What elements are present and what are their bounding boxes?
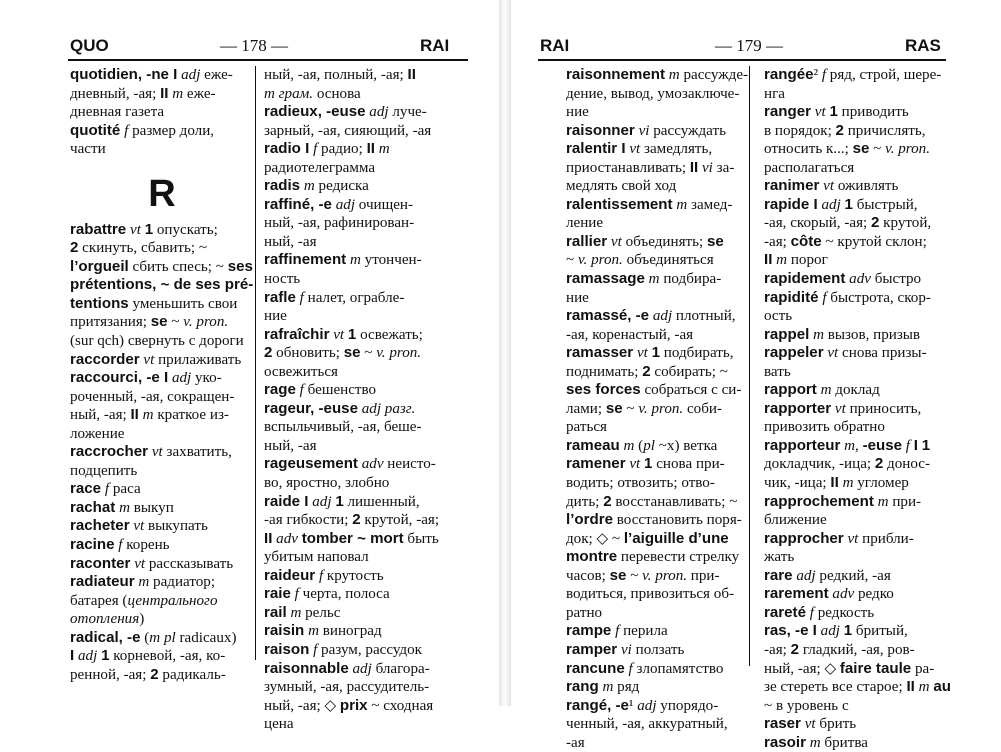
- entry-line: дневная газета: [70, 104, 165, 121]
- entry-line: убитым наповал: [264, 549, 369, 566]
- dictionary-entry: [566, 697, 748, 752]
- entry-line: водить; отвозить; отво-: [566, 475, 715, 492]
- entry-line: подцепить: [70, 462, 138, 479]
- entry-line: I adj 1 корневой, -ая, ко-: [70, 647, 226, 665]
- entry-line: rareté f редкость: [764, 603, 875, 621]
- dictionary-entry: [70, 66, 254, 122]
- dictionary-entry: [764, 270, 952, 289]
- entry-line: ление: [566, 215, 604, 232]
- entry-line: нга: [764, 85, 785, 102]
- dictionary-entry: [764, 622, 952, 715]
- entry-line: ~ v. pron. объединяться: [566, 252, 714, 269]
- entry-line: части: [70, 141, 106, 158]
- entry-line: ный, -ая; ◇ faire taule ра-: [764, 659, 935, 677]
- dictionary-entry: [264, 196, 469, 252]
- entry-line: race f раса: [70, 480, 141, 498]
- dictionary-entry: [264, 567, 469, 586]
- dictionary-entry: [764, 326, 952, 345]
- entry-line: rail m рельс: [264, 603, 341, 621]
- entry-line: II m порог: [764, 251, 828, 269]
- dictionary-entry: [264, 455, 469, 492]
- entry-line: ние: [264, 308, 287, 325]
- dictionary-entry: [264, 251, 469, 288]
- entry-line: ный, -ая; II m краткое из-: [70, 406, 229, 424]
- entry-line: чик, -ица; II m угломер: [764, 474, 909, 492]
- dictionary-entry: [566, 641, 748, 660]
- right-column-1: [566, 66, 748, 752]
- entries-col2: [264, 66, 469, 734]
- dictionary-entry: [764, 567, 952, 586]
- entry-line: ramper vi ползать: [566, 640, 685, 658]
- entry-line: -ая, скорый, -ая; 2 крутой,: [764, 214, 932, 232]
- entry-line: radio I f радио; II m: [264, 140, 390, 158]
- entry-line: поднимать; 2 собирать; ~: [566, 362, 728, 380]
- dictionary-entry: [764, 585, 952, 604]
- dictionary-entry: [566, 270, 748, 307]
- entry-line: l’ordre восстановить поря-: [566, 511, 742, 529]
- dictionary-entry: [566, 196, 748, 233]
- entry-line: ramassé, -e adj плотный,: [566, 307, 736, 325]
- entry-line: radical, -e (m pl radicaux): [70, 628, 237, 646]
- entry-line: rabattre vt 1 опускать;: [70, 220, 218, 238]
- entry-line: ramassage m подбира-: [566, 270, 722, 288]
- dictionary-entry: [566, 678, 748, 697]
- dictionary-entry: [70, 499, 254, 518]
- left-header-rule: [68, 59, 468, 61]
- entry-line: ras, -e I adj 1 бритый,: [764, 622, 908, 640]
- entry-line: prétentions, ~ de ses pré-: [70, 276, 254, 294]
- entry-line: racine f корень: [70, 536, 170, 554]
- entries-quo: [70, 66, 254, 159]
- entry-line: ralentir I vt замедлять,: [566, 140, 713, 158]
- entry-line: raideur f крутость: [264, 566, 384, 584]
- dictionary-entry: [70, 443, 254, 480]
- entry-line: приостанавливать; II vi за-: [566, 158, 735, 176]
- entry-line: raisonnable adj благора-: [264, 659, 430, 677]
- entry-line: rafle f налет, ограбле-: [264, 288, 405, 306]
- entry-line: лами; se ~ v. pron. соби-: [566, 399, 723, 417]
- dictionary-entry: [566, 307, 748, 344]
- left-page-number: — 178 —: [220, 36, 288, 55]
- entries-right-col1: [566, 66, 748, 752]
- dictionary-entry: [764, 734, 952, 752]
- entry-line: montre перевести стрелку: [566, 548, 740, 566]
- entry-line: -ая, коренастый, -ая: [566, 326, 694, 343]
- entry-line: rage f бешенство: [264, 381, 377, 399]
- dictionary-entry: [264, 177, 469, 196]
- entry-line: ralentissement m замед-: [566, 195, 733, 213]
- dictionary-entry: [70, 517, 254, 536]
- entry-line: rancune f злопамятство: [566, 659, 724, 677]
- entry-line: отопления): [70, 611, 145, 628]
- entry-line: вспыльчивый, -ая, беше-: [264, 419, 422, 436]
- dictionary-entry: [764, 66, 952, 103]
- entry-line: -ая; 2 гладкий, -ая, ров-: [764, 640, 915, 658]
- entry-line: ный, -ая: [264, 233, 317, 250]
- entry-line: докладчик, -ица; 2 донос-: [764, 455, 931, 473]
- entry-line: батарея (центрального: [70, 592, 218, 609]
- dictionary-entry: [264, 660, 469, 734]
- entry-line: rapidement adv быстро: [764, 270, 922, 288]
- entry-line: racheter vt выкупать: [70, 517, 208, 535]
- entry-line: II adv tomber ~ mort быть: [264, 529, 439, 547]
- dictionary-entry: [566, 66, 748, 122]
- entries-ra: [70, 221, 254, 685]
- entry-line: -ая; côte ~ крутой склон;: [764, 232, 927, 250]
- entry-line: radieux, -euse adj луче-: [264, 103, 427, 121]
- dictionary-entry: [70, 221, 254, 351]
- dictionary-entry: [70, 480, 254, 499]
- left-page: [0, 0, 500, 733]
- dictionary-entry: [764, 604, 952, 623]
- entry-line: m грам. основа: [264, 85, 361, 102]
- entry-line: ость: [764, 308, 793, 325]
- entry-line: raffiné, -e adj очищен-: [264, 195, 414, 213]
- left-column-2: [264, 66, 469, 734]
- entry-line: raccrocher vt захватить,: [70, 443, 232, 461]
- entries-right-col2: [764, 66, 952, 752]
- entry-line: зумный, -ая, рассудитель-: [264, 679, 430, 696]
- dictionary-entry: [764, 177, 952, 196]
- dictionary-entry: [70, 536, 254, 555]
- entry-line: raffinement m утончен-: [264, 251, 422, 269]
- entry-line: rapporter vt приносить,: [764, 399, 922, 417]
- dictionary-entry: [264, 604, 469, 623]
- dictionary-entry: [764, 400, 952, 437]
- entry-line: rallier vt объединять; se: [566, 232, 724, 250]
- dictionary-entry: [566, 344, 748, 437]
- entry-line: жать: [764, 549, 795, 566]
- entry-line: rageusement adv неисто-: [264, 455, 436, 473]
- entry-line: в порядок; 2 причислять,: [764, 121, 926, 139]
- entry-line: ченный, -ая, аккуратный,: [566, 716, 728, 733]
- entry-line: радиотелеграмма: [264, 159, 376, 176]
- entry-line: raisin m виноград: [264, 622, 382, 640]
- dictionary-entry: [566, 233, 748, 270]
- entry-line: ~ в уровень с: [764, 697, 849, 714]
- entry-line: относить к...; se ~ v. pron.: [764, 140, 930, 158]
- entry-line: цена: [264, 716, 294, 733]
- dictionary-entry: [264, 493, 469, 567]
- entry-line: док; ◇ ~ l’aiguille d’une: [566, 529, 729, 547]
- left-page-header: [0, 36, 500, 56]
- dictionary-entry: [70, 555, 254, 574]
- entry-line: -ая гибкости; 2 крутой, -ая;: [264, 511, 440, 529]
- entry-line: освежиться: [264, 363, 338, 380]
- entry-line: ность: [264, 271, 301, 288]
- entry-line: дневный, -ая; II m еже-: [70, 84, 216, 102]
- entry-line: quotidien, -ne I adj еже-: [70, 66, 233, 83]
- entry-line: rangée² f ряд, строй, шере-: [764, 66, 942, 83]
- dictionary-entry: [566, 122, 748, 141]
- entry-line: rarement adv редко: [764, 585, 894, 603]
- dictionary-entry: [70, 369, 254, 443]
- entry-line: медлять свой ход: [566, 178, 677, 195]
- entry-line: radis m редиска: [264, 177, 369, 195]
- left-guide-word-first: QUO: [70, 36, 109, 55]
- entry-line: ние: [566, 104, 589, 121]
- right-guide-word-first: RAI: [540, 36, 570, 55]
- dictionary-entry: [764, 715, 952, 734]
- entry-line: rapide I adj 1 быстрый,: [764, 195, 918, 213]
- dictionary-entry: [566, 140, 748, 196]
- right-guide-word-last: RAS: [905, 36, 941, 55]
- entry-line: raser vt брить: [764, 715, 857, 733]
- entry-line: ный, -ая: [264, 437, 317, 454]
- dictionary-entry: [70, 629, 254, 685]
- dictionary-entry: [764, 103, 952, 177]
- entry-line: ный, -ая; ◇ prix ~ сходная: [264, 696, 434, 714]
- right-page-number: — 179 —: [715, 36, 783, 55]
- dictionary-entry: [764, 196, 952, 270]
- entry-line: rasoir m бритва: [764, 733, 868, 751]
- dictionary-entry: [70, 122, 254, 159]
- entry-line: (sur qch) свернуть с дороги: [70, 333, 244, 350]
- entry-line: rapprochement m при-: [764, 492, 922, 510]
- entry-line: rageur, -euse adj разг.: [264, 399, 416, 417]
- dictionary-entry: [264, 103, 469, 140]
- entry-line: quotité f размер доли,: [70, 121, 215, 139]
- entry-line: rapport m доклад: [764, 381, 880, 399]
- entry-line: raison f разум, рассудок: [264, 640, 422, 658]
- entry-line: ный, -ая, полный, -ая; II: [264, 66, 416, 83]
- entry-line: зарный, -ая, сияющий, -ая: [264, 122, 432, 139]
- entry-line: raccourci, -e I adj уко-: [70, 369, 222, 387]
- dictionary-entry: [264, 140, 469, 177]
- entry-line: ramener vt 1 снова при-: [566, 455, 725, 473]
- dictionary-entry: [264, 400, 469, 456]
- left-guide-word-last: RAI: [420, 36, 450, 55]
- right-column-2: [764, 66, 952, 752]
- dictionary-entry: [764, 381, 952, 400]
- entry-line: rappel m вызов, призыв: [764, 325, 921, 343]
- dictionary-entry: [264, 326, 469, 382]
- entry-line: rang m ряд: [566, 678, 640, 696]
- entry-line: ратно: [566, 604, 603, 621]
- entry-line: вать: [764, 363, 791, 380]
- entry-line: raisonnement m рассужде-: [566, 66, 749, 83]
- dictionary-entry: [566, 622, 748, 641]
- entry-line: водиться, привозиться об-: [566, 586, 735, 603]
- dictionary-entry: [264, 66, 469, 103]
- entry-line: ближение: [764, 512, 827, 529]
- entry-line: привозить обратно: [764, 419, 885, 436]
- right-column-divider: [749, 66, 750, 666]
- dictionary-entry: [764, 493, 952, 530]
- dictionary-entry: [764, 289, 952, 326]
- entry-line: дение, вывод, умозаключе-: [566, 85, 740, 102]
- entry-line: tentions уменьшить свои: [70, 294, 238, 312]
- entry-line: radiateur m радиатор;: [70, 573, 216, 591]
- dictionary-entry: [764, 344, 952, 381]
- entry-line: ние: [566, 289, 589, 306]
- entry-line: raisonner vi рассуждать: [566, 121, 726, 139]
- entry-line: роченный, -ая, сокращен-: [70, 388, 235, 405]
- entry-line: l’orgueil сбить спесь; ~ ses: [70, 257, 253, 275]
- entry-line: 2 обновить; se ~ v. pron.: [264, 344, 422, 362]
- section-letter: R: [148, 172, 176, 215]
- entry-line: rare adj редкий, -ая: [764, 566, 891, 584]
- entry-line: rapporteur m, -euse f I 1: [764, 436, 931, 454]
- right-page: [510, 0, 1001, 751]
- right-header-rule: [538, 59, 946, 61]
- dictionary-entry: [764, 437, 952, 493]
- entry-line: raccorder vt прилаживать: [70, 350, 242, 368]
- entry-line: притязания; se ~ v. pron.: [70, 313, 229, 331]
- entry-line: во, яростно, злобно: [264, 475, 390, 492]
- entry-line: ses forces собраться с си-: [566, 381, 742, 399]
- entry-line: ranger vt 1 приводить: [764, 103, 909, 121]
- entry-line: rapprocher vt прибли-: [764, 529, 914, 547]
- entry-line: rapidité f быстрота, скор-: [764, 288, 931, 306]
- dictionary-entry: [264, 381, 469, 400]
- entry-line: rangé, -e¹ adj упорядо-: [566, 696, 719, 714]
- dictionary-entry: [70, 573, 254, 629]
- entry-line: -ая: [566, 734, 585, 751]
- dictionary-entry: [764, 530, 952, 567]
- entry-line: ranimer vt оживлять: [764, 177, 899, 195]
- dictionary-entry: [264, 289, 469, 326]
- entry-line: ложение: [70, 425, 125, 442]
- entry-line: 2 скинуть, сбавить; ~: [70, 239, 208, 257]
- entry-line: rameau m (pl ~x) ветка: [566, 436, 718, 454]
- dictionary-entry: [566, 437, 748, 456]
- left-column-1: [70, 66, 254, 684]
- dictionary-entry: [264, 622, 469, 641]
- entry-line: раться: [566, 419, 607, 436]
- entry-line: rafraîchir vt 1 освежать;: [264, 325, 423, 343]
- dictionary-entry: [264, 641, 469, 660]
- entry-line: raconter vt рассказывать: [70, 554, 234, 572]
- dictionary-entry: [566, 660, 748, 679]
- entry-line: ramasser vt 1 подбирать,: [566, 344, 734, 362]
- entry-line: rachat m выкуп: [70, 498, 174, 516]
- entry-line: ренной, -ая; 2 радикаль-: [70, 665, 226, 683]
- entry-line: raie f черта, полоса: [264, 585, 390, 603]
- entry-line: зе стереть все старое; II m au: [764, 678, 951, 696]
- entry-line: ный, -ая, рафинирован-: [264, 215, 415, 232]
- entry-line: располагаться: [764, 159, 855, 176]
- dictionary-entry: [566, 455, 748, 622]
- entry-line: raide I adj 1 лишенный,: [264, 492, 420, 510]
- dictionary-entry: [70, 351, 254, 370]
- entry-line: rampe f перила: [566, 622, 668, 640]
- entry-line: дить; 2 восстанавливать; ~: [566, 492, 738, 510]
- entry-line: часов; se ~ v. pron. при-: [566, 566, 720, 584]
- right-page-header: [510, 36, 1001, 56]
- dictionary-entry: [264, 585, 469, 604]
- entry-line: rappeler vt снова призы-: [764, 344, 927, 362]
- left-column-divider: [255, 66, 256, 660]
